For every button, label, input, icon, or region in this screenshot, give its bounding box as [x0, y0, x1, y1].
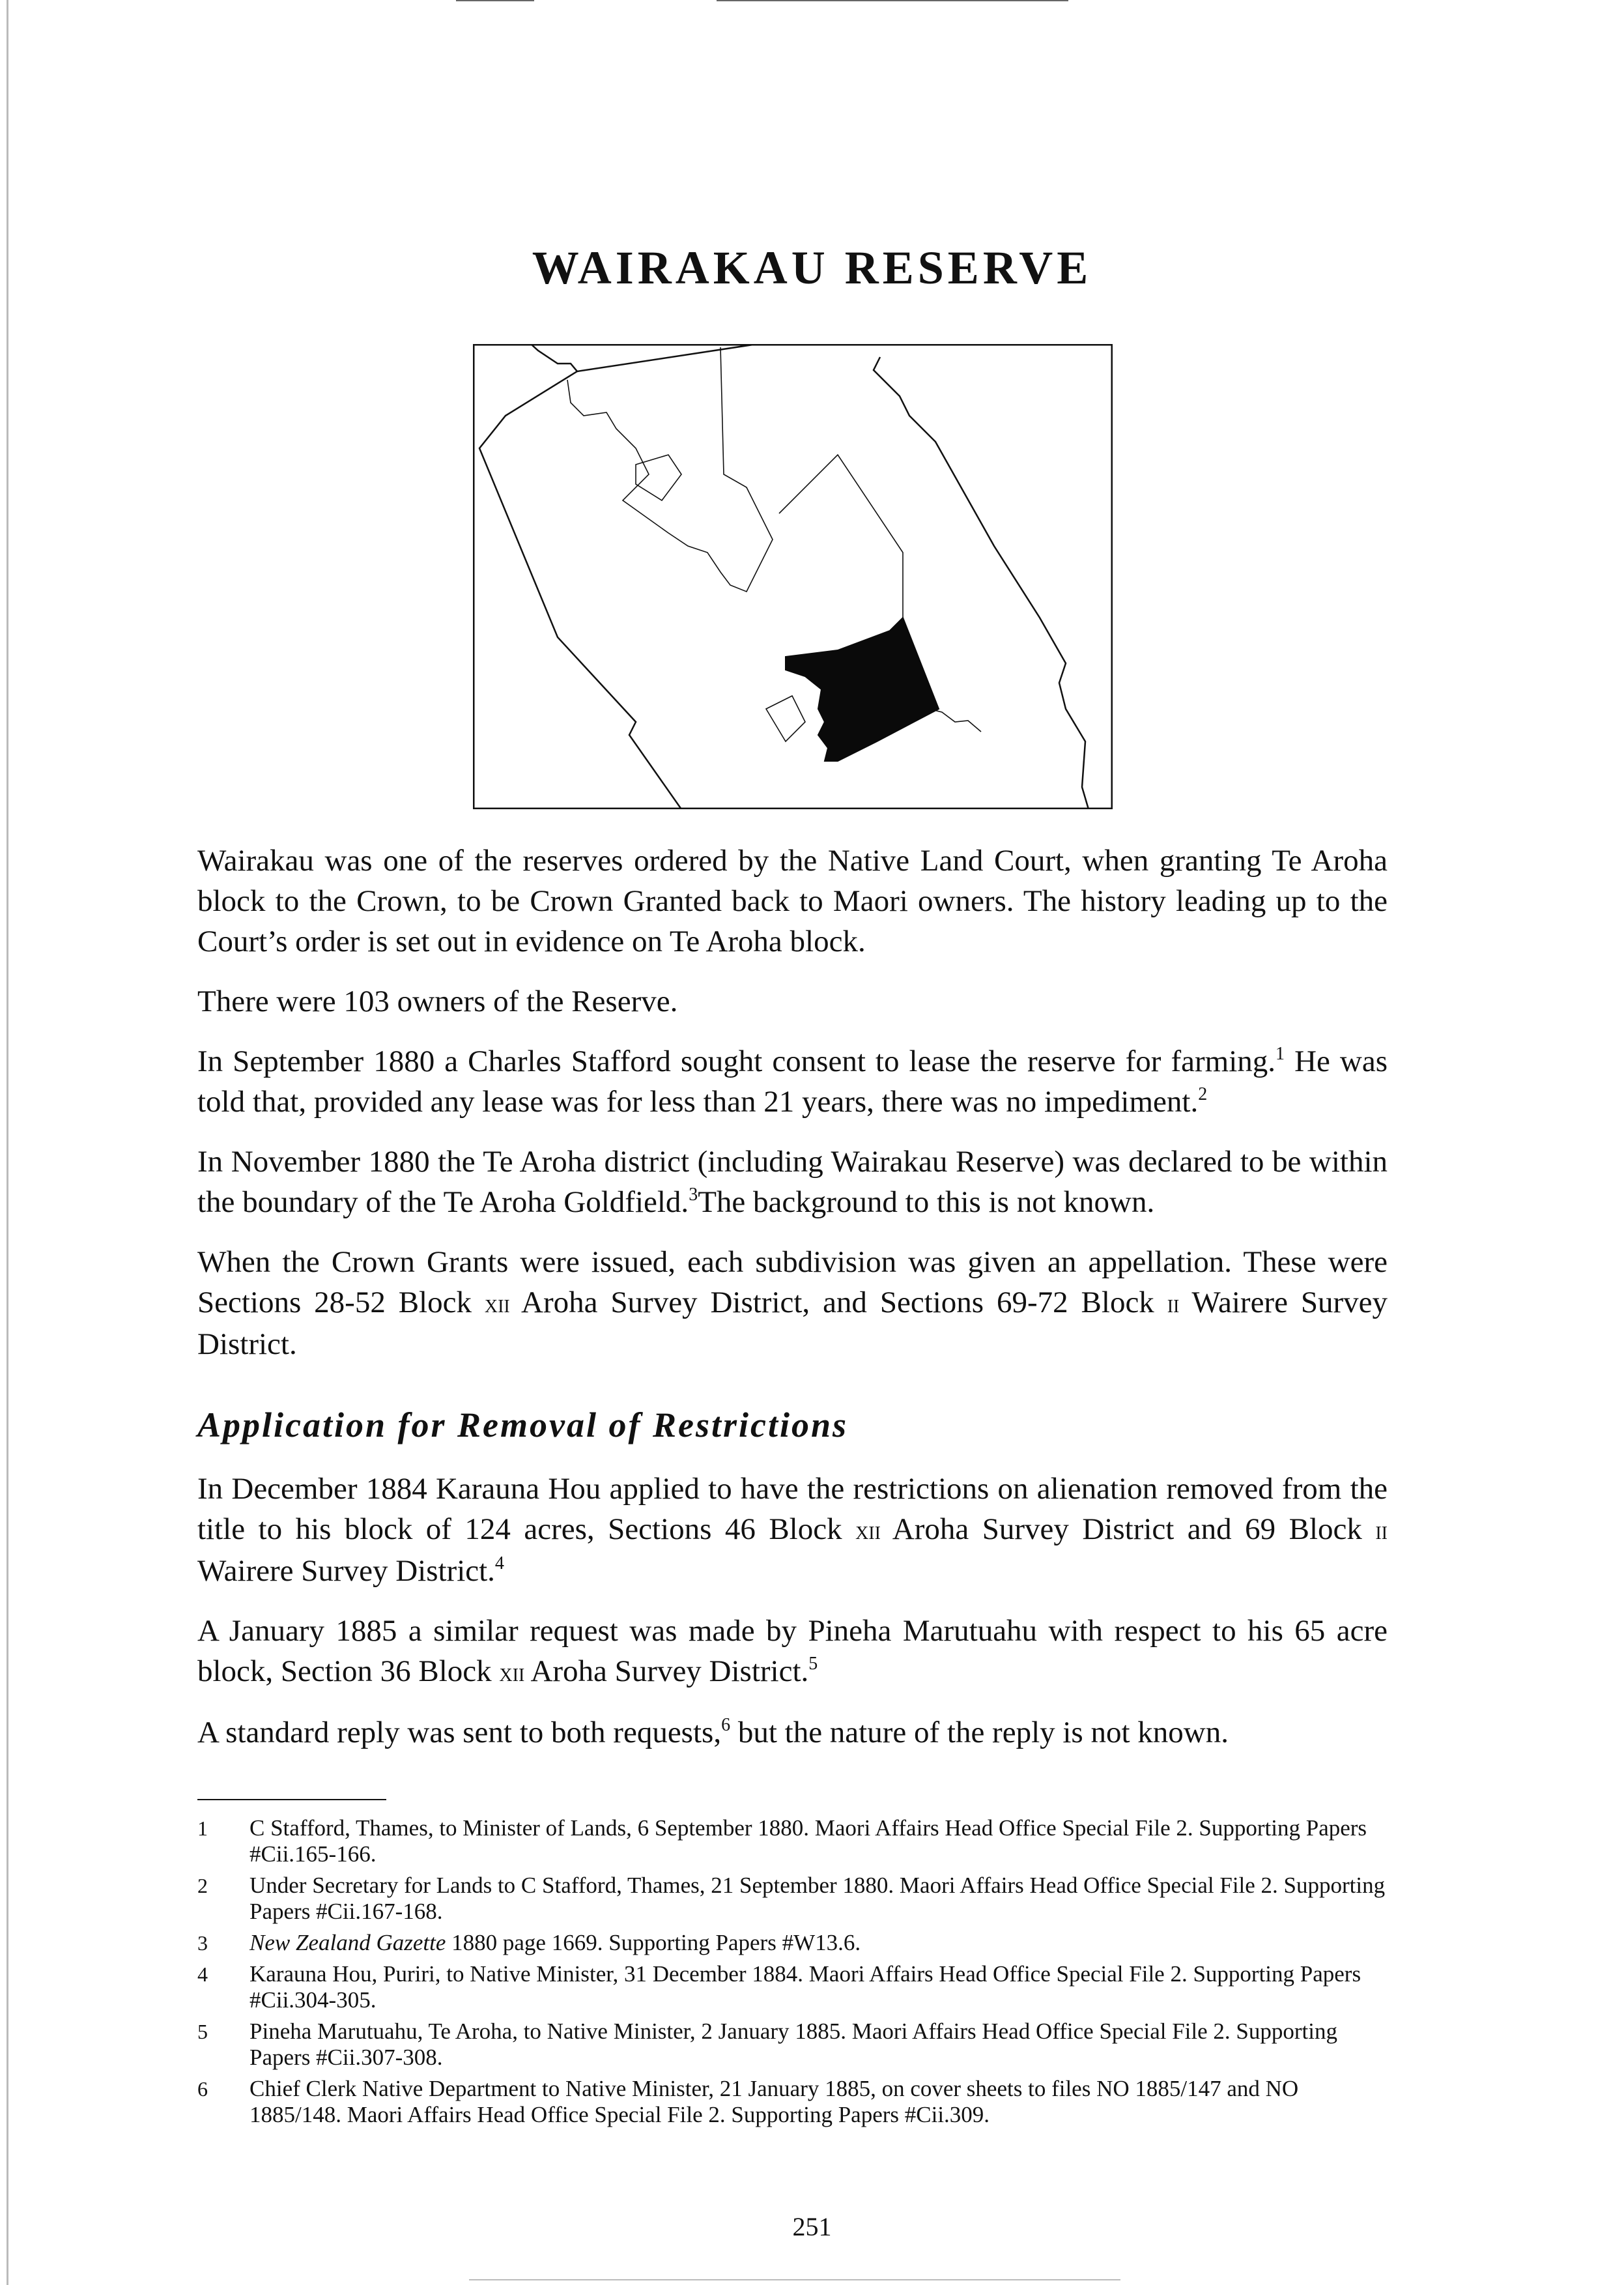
footnote-ref: 5 — [808, 1654, 818, 1674]
footnote-number: 3 — [197, 1931, 208, 1955]
paragraph: There were 103 owners of the Reserve. — [197, 984, 678, 1018]
footnote-number: 6 — [197, 2077, 208, 2101]
paragraph: In September 1880 a Charles Stafford sought consent to lease the reserve for farming.$^1$ He was told that, provided any lease was for less than 21 years, there was no impediment.$^2$ — [197, 1044, 1388, 1119]
footnote-ref: 3 — [689, 1185, 698, 1205]
footnote-ref: 1 — [1275, 1044, 1285, 1064]
section-heading: Application for Removal of Restrictions — [197, 1405, 849, 1444]
scan-left-edge — [7, 0, 8, 2285]
reserve-location-map — [473, 344, 1113, 809]
paragraph: When the Crown Grants were issued, each subdivision was given an appellation. These were Sections 28-52 Block xii Aroha Survey District, and Sections 69-72 Block ii Wairere Survey District. — [197, 1245, 1388, 1361]
paragraph: In December 1884 Karauna Hou applied to have the restrictions on alienation removed from the title to his block of 124 acres, Sections 46 Block xii Aroha Survey District and 69 Block ii Wairere Survey District.$^4$ — [197, 1472, 1388, 1588]
page-title: WAIRAKAU RESERVE — [532, 242, 1092, 294]
footnote-separator — [197, 1799, 386, 1800]
footnote: 4 Karauna Hou, Puriri, to Native Minister, 31 December 1884. Maori Affairs Head Office Special File 2. Supporting Papers #Cii.304-305. — [197, 1961, 1361, 2013]
footnote: 2 Under Secretary for Lands to C Stafford, Thames, 21 September 1880. Maori Affairs Head Office Special File 2. Supporting Papers #Cii.167-168. — [197, 1873, 1386, 1924]
paragraph: A standard reply was sent to both requests,$^6$ but the nature of the reply is not known. — [197, 1715, 1229, 1749]
page-number: 251 — [792, 2212, 832, 2241]
paragraph: In November 1880 the Te Aroha district (including Wairakau Reserve) was declared to be within the boundary of the Te Aroha Goldfield.$^3$The background to this is not known. — [197, 1145, 1388, 1219]
body-text-intro — [197, 841, 1388, 1384]
paragraph: A January 1885 a similar request was made by Pineha Marutuahu with respect to his 65 acre block, Section 36 Block xii Aroha Survey District.$^5$ — [197, 1614, 1388, 1688]
footnote-ref: 4 — [494, 1553, 504, 1574]
footnote-ref: 6 — [721, 1715, 731, 1735]
footnote-number: 4 — [197, 1962, 208, 1986]
footnote: 1 C Stafford, Thames, to Minister of Lands, 6 September 1880. Maori Affairs Head Office Special File 2. Supporting Papers #Cii.165-166. — [197, 1815, 1367, 1867]
footnotes — [197, 1815, 1388, 2133]
bottom-edge-rule — [469, 2279, 1120, 2280]
footnote-ref: 2 — [1198, 1084, 1208, 1104]
body-text-restrictions — [197, 1469, 1388, 1772]
footnote-number: 2 — [197, 1874, 208, 1897]
footnote-number: 1 — [197, 1817, 208, 1840]
footnote-number: 5 — [197, 2020, 208, 2043]
footnote: 3 New Zealand Gazette 1880 page 1669. Supporting Papers #W13.6. — [197, 1930, 861, 1955]
footnote: 6 Chief Clerk Native Department to Native Minister, 21 January 1885, on cover sheets to files NO 1885/147 and NO 1885/148. Maori Affairs Head Office Special File 2. Supporting Papers #Cii.309. — [197, 2076, 1299, 2127]
top-edge-rule — [0, 0, 1624, 3]
paragraph: Wairakau was one of the reserves ordered by the Native Land Court, when granting Te Aroha block to the Crown, to be Crown Granted back to Maori owners. The history leading up to the Court’s order is set out in evidence on Te Aroha block. — [197, 844, 1388, 958]
footnote: 5 Pineha Marutuahu, Te Aroha, to Native Minister, 2 January 1885. Maori Affairs Head Office Special File 2. Supporting Papers #Cii.307-308. — [197, 2019, 1337, 2070]
